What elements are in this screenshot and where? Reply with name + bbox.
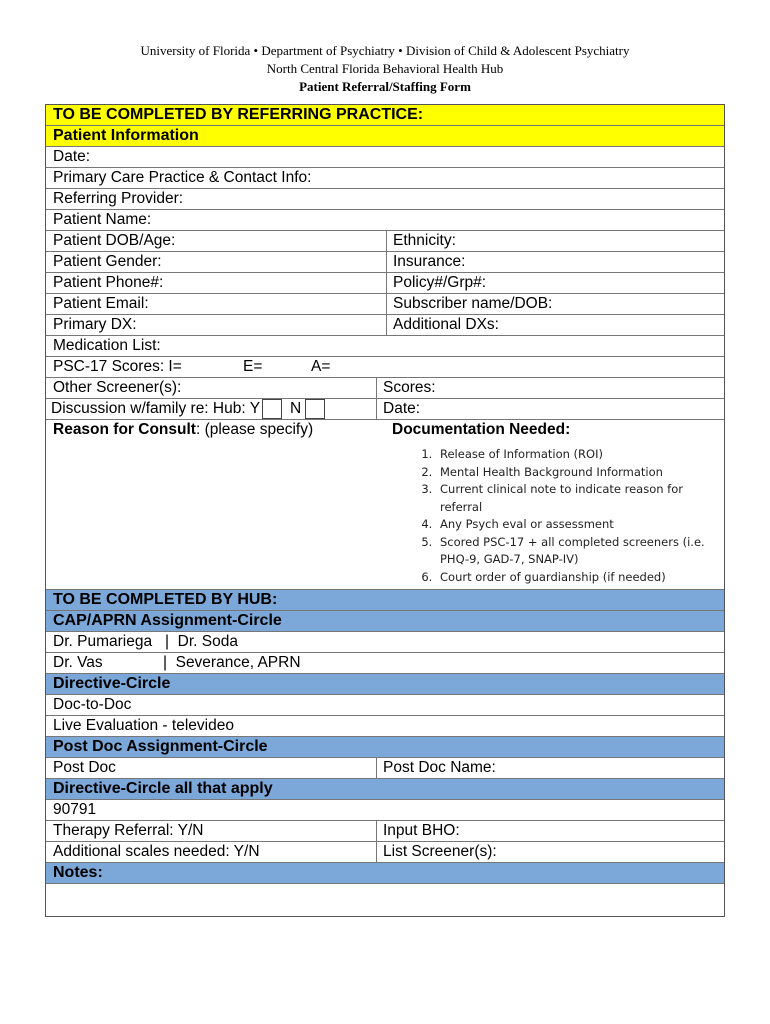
policy-field[interactable]: Policy#/Grp#:	[386, 273, 724, 293]
patient-info-header: Patient Information	[46, 126, 724, 147]
no-checkbox[interactable]	[305, 399, 325, 419]
insurance-field[interactable]: Insurance:	[386, 252, 724, 272]
code-90791-option[interactable]: 90791	[46, 800, 724, 821]
subscriber-field[interactable]: Subscriber name/DOB:	[386, 294, 724, 314]
list-item: 1. Release of Information (ROI)	[436, 446, 724, 464]
referring-provider-field[interactable]: Referring Provider:	[46, 189, 724, 210]
directive-header: Directive-Circle	[46, 674, 724, 695]
primary-dx-field[interactable]: Primary DX:	[53, 316, 137, 333]
yes-checkbox[interactable]	[262, 399, 282, 419]
notes-field[interactable]	[46, 884, 724, 916]
notes-header: Notes:	[46, 863, 724, 884]
dob-age-field[interactable]: Patient DOB/Age:	[53, 232, 176, 249]
list-item: 4. Any Psych eval or assessment	[436, 516, 724, 534]
reason-for-consult-field[interactable]: Reason for Consult: (please specify)	[53, 421, 314, 438]
postdoc-row	[46, 758, 724, 779]
therapy-row	[46, 821, 724, 842]
medication-field[interactable]: Medication List:	[46, 336, 724, 357]
documentation-needed	[376, 420, 724, 589]
cap-assignment-header: CAP/APRN Assignment-Circle	[46, 611, 724, 632]
scales-row	[46, 842, 724, 863]
email-field[interactable]: Patient Email:	[53, 295, 149, 312]
reason-documentation-row	[46, 420, 724, 590]
phone-policy-row	[46, 273, 724, 294]
additional-dx-field[interactable]: Additional DXs:	[386, 315, 724, 335]
doc-to-doc-option[interactable]: Doc-to-Doc	[46, 695, 724, 716]
documentation-title: Documentation Needed:	[392, 421, 571, 438]
documentation-list	[392, 446, 724, 586]
cap-option-row-1[interactable]: Dr. Pumariega | Dr. Soda	[46, 632, 724, 653]
form-title: Patient Referral/Staffing Form	[299, 79, 471, 94]
primary-care-field[interactable]: Primary Care Practice & Contact Info:	[46, 168, 724, 189]
phone-field[interactable]: Patient Phone#:	[53, 274, 164, 291]
psc-scores-field[interactable]	[46, 357, 724, 378]
list-item: 2. Mental Health Background Information	[436, 464, 724, 482]
referral-form	[45, 104, 725, 917]
list-item: 3. Current clinical note to indicate reason for referral	[436, 481, 724, 516]
hub-section-header: TO BE COMPLETED BY HUB:	[46, 590, 724, 611]
dob-ethnicity-row	[46, 231, 724, 252]
header-institution: University of Florida • Department of Psychiatry • Division of Child & Adolescent Psychiatry	[140, 43, 630, 58]
psc-a-label: A=	[311, 358, 331, 375]
list-screeners-field[interactable]: List Screener(s):	[376, 842, 724, 862]
discussion-date-field[interactable]: Date:	[376, 399, 724, 419]
list-item: 6. Court order of guardianship (if needed)	[436, 569, 724, 587]
discussion-label: Discussion w/family re: Hub: Y	[51, 400, 261, 417]
cap-option-row-2[interactable]: Dr. Vas | Severance, APRN	[46, 653, 724, 674]
scores-field[interactable]: Scores:	[376, 378, 724, 398]
input-bho-field[interactable]: Input BHO:	[376, 821, 724, 841]
reason-label: Reason for Consult	[53, 421, 196, 438]
post-doc-option[interactable]: Post Doc	[53, 759, 116, 776]
other-screeners-field[interactable]: Other Screener(s):	[53, 379, 182, 396]
no-label: N	[290, 400, 302, 417]
ethnicity-field[interactable]: Ethnicity:	[386, 231, 724, 251]
screeners-row	[46, 378, 724, 399]
gender-field[interactable]: Patient Gender:	[53, 253, 162, 270]
live-evaluation-option[interactable]: Live Evaluation - televideo	[46, 716, 724, 737]
patient-name-field[interactable]: Patient Name:	[46, 210, 724, 231]
dx-row	[46, 315, 724, 336]
header-hub-name: North Central Florida Behavioral Health Hub	[266, 61, 504, 76]
therapy-referral-field[interactable]: Therapy Referral: Y/N	[53, 822, 204, 839]
additional-scales-field[interactable]: Additional scales needed: Y/N	[53, 843, 260, 860]
post-doc-name-field[interactable]: Post Doc Name:	[376, 758, 724, 778]
discussion-row	[46, 399, 724, 420]
date-field[interactable]: Date:	[46, 147, 724, 168]
list-item: 5. Scored PSC-17 + all completed screeners (i.e. PHQ-9, GAD-7, SNAP-IV)	[436, 534, 724, 569]
directive-all-header: Directive-Circle all that apply	[46, 779, 724, 800]
referring-section-header: TO BE COMPLETED BY REFERRING PRACTICE:	[46, 105, 724, 126]
postdoc-header: Post Doc Assignment-Circle	[46, 737, 724, 758]
email-subscriber-row	[46, 294, 724, 315]
gender-insurance-row	[46, 252, 724, 273]
psc-e-label: E=	[243, 358, 263, 375]
psc-label: PSC-17 Scores: I=	[53, 358, 182, 375]
